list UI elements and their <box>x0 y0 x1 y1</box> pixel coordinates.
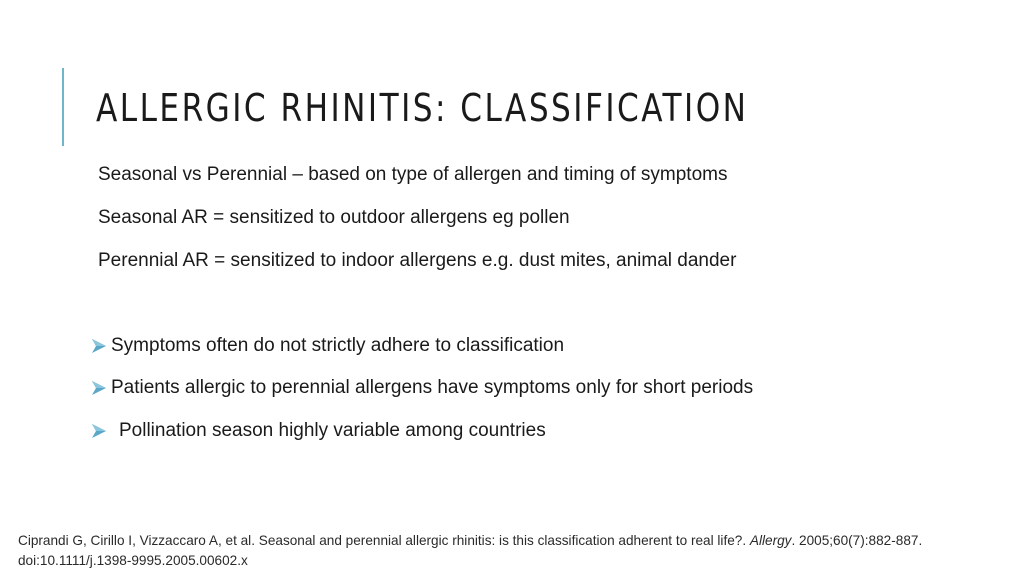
bullet-text: Pollination season highly variable among countries <box>119 420 546 441</box>
bullet-text: Symptoms often do not strictly adhere to classification <box>111 335 565 356</box>
citation-details: . 2005;60(7):882-887. doi:10.1111/j.1398-9995.2005.00602.x <box>18 533 923 568</box>
arrow-bullet-icon <box>90 422 108 440</box>
bullet-item <box>90 334 564 358</box>
title-accent-bar <box>62 68 64 146</box>
body-line-seasonal: Seasonal AR = sensitized to outdoor allergens eg pollen <box>98 207 570 228</box>
slide-title: ALLERGIC RHINITIS: CLASSIFICATION <box>96 86 749 130</box>
bullet-item <box>90 376 753 400</box>
body-line-perennial: Perennial AR = sensitized to indoor allergens e.g. dust mites, animal dander <box>98 250 737 271</box>
bullet-item <box>90 419 546 443</box>
body-line-classification: Seasonal vs Perennial – based on type of allergen and timing of symptoms <box>98 164 728 185</box>
citation-authors-title: Ciprandi G, Cirillo I, Vizzaccaro A, et al. Seasonal and perennial allergic rhinitis: is this classification adherent to real life?. <box>18 533 750 548</box>
citation <box>18 531 1018 571</box>
bullet-text: Patients allergic to perennial allergens have symptoms only for short periods <box>111 377 754 398</box>
arrow-bullet-icon <box>90 379 108 397</box>
arrow-bullet-icon <box>90 337 108 355</box>
citation-journal: Allergy <box>749 533 792 548</box>
